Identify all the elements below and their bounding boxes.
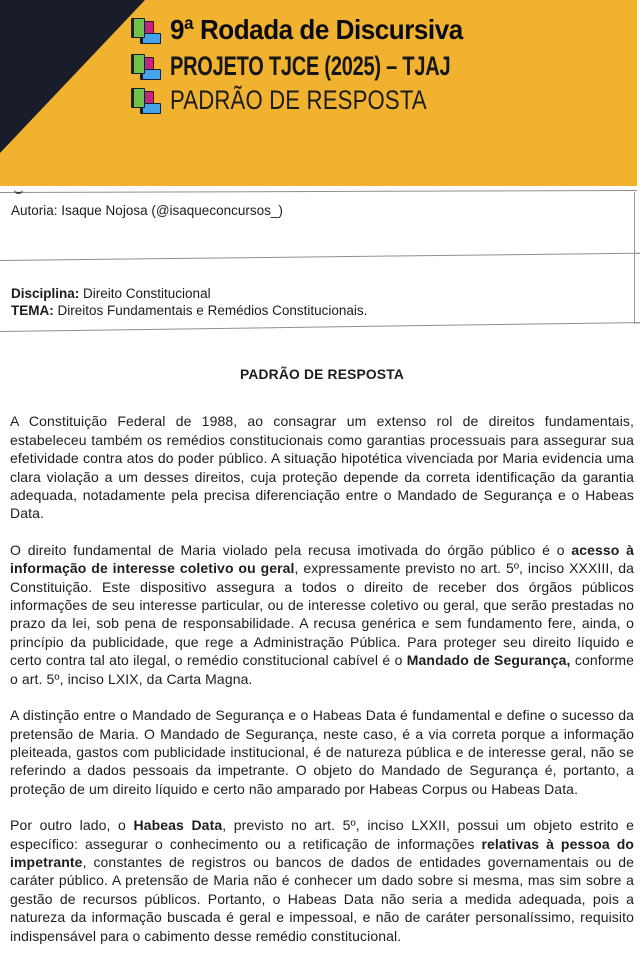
answer-body <box>10 358 634 963</box>
header-subtitle2-row <box>0 84 637 116</box>
paragraph-bold-text: acesso à informação de interesse coletivo ou geral <box>10 541 634 577</box>
paragraph-1 <box>10 412 634 522</box>
header-subtitle-row <box>0 50 637 82</box>
paragraph-text: Por outro lado, o <box>10 817 134 834</box>
paragraph-text: O direito fundamental de Maria violado pela recusa imotivada do órgão público é o <box>10 541 572 558</box>
header-subtitle2: PADRÃO DE RESPOSTA <box>170 85 427 115</box>
clipped-character-fragment <box>14 186 23 194</box>
discipline-label: Disciplina: <box>11 286 80 301</box>
paragraph-text: A Constituição Federal de 1988, ao consagrar um extenso rol de direitos fundamentais, estabeleceu também os remédios constitucionais como garantias processuais para assegurar sua efetividade contra atos do poder público. A situação hipotética vivenciada por Maria evidencia uma clara violação a um desses direitos, cuja proteção depende da correta identificação da garantia adequada, notadamente pela precisa diferenciação entre o Mandado de Segurança e o Habeas Data. <box>10 413 634 522</box>
divider-line <box>0 190 637 193</box>
divider-line <box>0 322 640 332</box>
paragraph-bold-text: Habeas Data <box>133 817 223 834</box>
books-icon <box>130 18 163 45</box>
books-icon <box>130 88 163 115</box>
header-subtitle: PROJETO TJCE (2025) – TJAJ <box>170 51 451 81</box>
paragraph-text: conforme o art. 5º, inciso LXIX, da Carta Magna. <box>10 652 635 687</box>
discipline-line <box>11 286 621 303</box>
paragraph-text: , expressamente previsto no art. 5º, inciso XXXIII, da Constituição. Este dispositivo assegura a todos o direito de receber dos órgãos públicos informações de seu interesse particular, ou de interesse coletivo ou geral, que serão prestadas no prazo da lei, sob pena de responsabilidade. A recusa genérica e sem fundamento fere, ainda, o princípio da publicidade, que rege a Administração Pública. Para proteger seu direito líquido e certo contra tal ato ilegal, o remédio constitucional cabível é o <box>10 560 634 669</box>
header-title-row <box>0 14 637 46</box>
paragraph-text: , previsto no art. 5º, inciso LXXII, possui um objeto estrito e específico: assegurar o conhecimento ou a retificação de informações <box>10 817 634 852</box>
header-banner <box>0 0 637 186</box>
author-line: Autoria: Isaque Nojosa (@isaqueconcursos_) <box>11 203 283 218</box>
discipline-box <box>11 286 621 319</box>
books-icon <box>130 54 163 81</box>
paragraph-bold-text: Mandado de Segurança, <box>406 652 571 669</box>
header-title: 9ª Rodada de Discursiva <box>170 14 463 45</box>
theme-value: Direitos Fundamentais e Remédios Constitucionais. <box>53 302 368 318</box>
paragraph-4 <box>10 816 634 945</box>
theme-label: TEMA: <box>11 302 54 318</box>
paragraph-3 <box>10 706 634 798</box>
paragraph-text: , constantes de registros ou bancos de dados de entidades governamentais ou de caráter público. A pretensão de Maria não é conhecer um dado sobre si mesma, mas sim sobre a gestão de recursos públicos. Portanto, o Habeas Data não seria a medida adequada, pois a natureza da informação buscada é geral e impessoal, e não de caráter personalíssimo, requisito indispensável para o cabimento desse remédio constitucional. <box>10 853 634 944</box>
response-heading: PADRÃO DE RESPOSTA <box>239 367 405 382</box>
box-right-border <box>634 192 635 324</box>
paragraph-2 <box>10 541 634 688</box>
divider-line <box>0 253 640 261</box>
paragraph-text: A distinção entre o Mandado de Segurança e o Habeas Data é fundamental e define o sucesso da pretensão de Maria. O Mandado de Segurança, neste caso, é a via correta porque a informação pleiteada, gastos com publicidade institucional, é de natureza pública e de interesse geral, não se referindo a dados pessoais da impetrante. O objeto do Mandado de Segurança é, portanto, a proteção de um direito líquido e certo não amparado por Habeas Corpus ou Habeas Data. <box>10 707 634 797</box>
discipline-value: Direito Constitucional <box>79 286 211 301</box>
paragraph-bold-text: relativas à pessoa do impetrante <box>10 835 635 870</box>
theme-line <box>11 303 621 320</box>
